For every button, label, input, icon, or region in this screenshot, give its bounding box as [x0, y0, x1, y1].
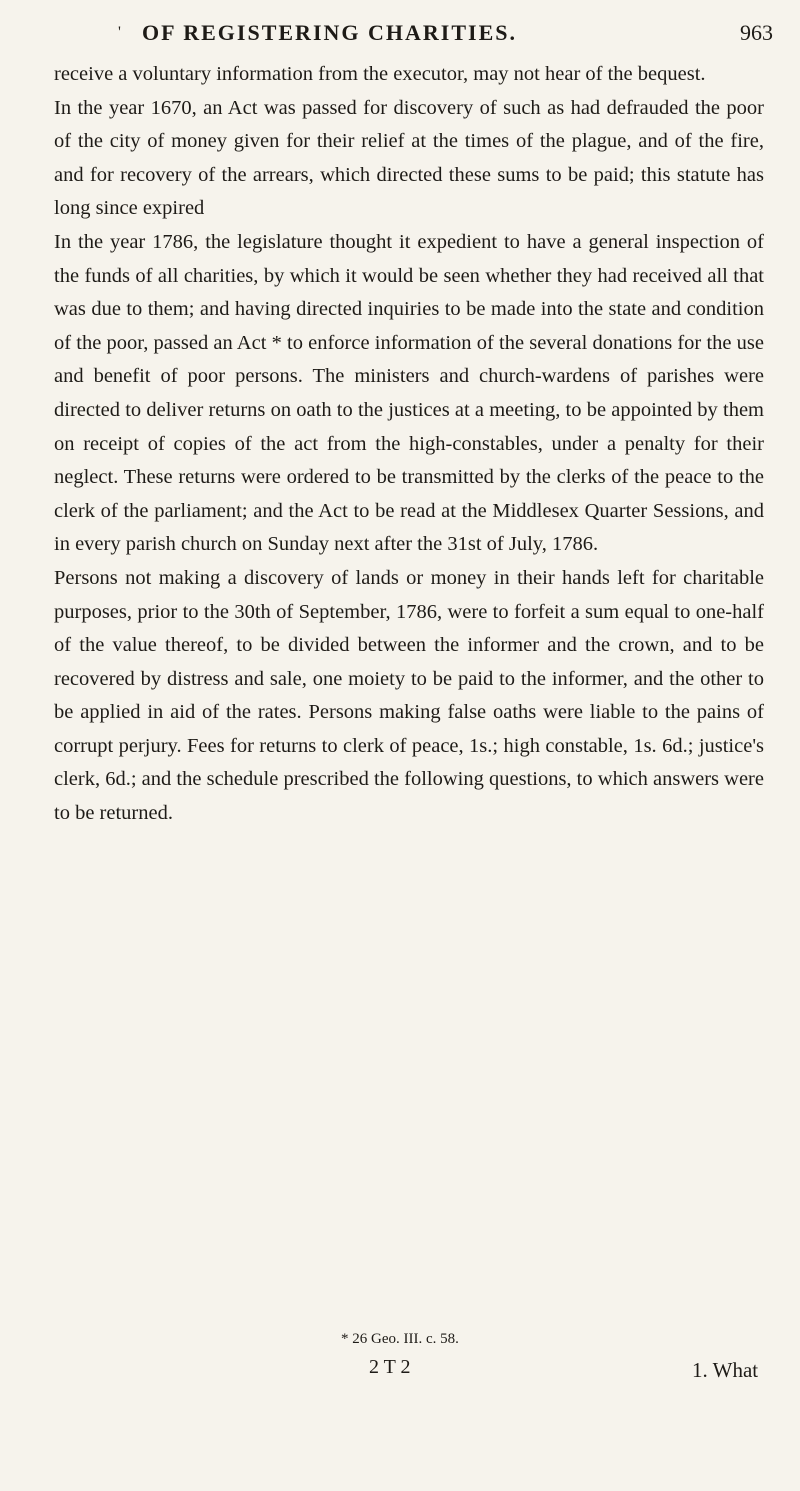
paragraph: In the year 1670, an Act was passed for discovery of such as had defrauded the poor of the city of money given for their relief at the times of the plague, and of the fire, and for recovery of the arrears, which directed these sums to be paid; this statute has long since expired: [54, 96, 764, 220]
running-header: [0, 20, 800, 50]
header-mark: ': [118, 24, 121, 41]
paragraph: Persons not making a discovery of lands or money in their hands left for charitable purposes, prior to the 30th of September, 1786, were to forfeit a sum equal to one-half of the value thereof, to be divided between the informer and the crown, and to be recovered by distress and sale, one moiety to be paid to the informer, and the other to be applied in aid of the rates. Persons making false oaths were liable to the pains of corrupt perjury. Fees for returns to clerk of peace, 1s.; high constable, 1s. 6d.; justice's clerk, 6d.; and the schedule prescribed the following questions, to which answers were to be returned.: [54, 566, 764, 825]
catchword: 1. What: [692, 1358, 759, 1382]
page-number: 963: [740, 20, 773, 45]
body-text: [54, 58, 764, 831]
signature-mark: 2 T 2: [369, 1356, 411, 1378]
footnote: * 26 Geo. III. c. 58.: [341, 1331, 459, 1347]
paragraph: In the year 1786, the legislature thought it expedient to have a general inspection of the funds of all charities, by which it would be seen whether they had received all that was due to them; and having directed inquiries to be made into the state and condition of the poor, passed an Act * to enforce information of the several donations for the use and benefit of poor persons. The ministers and church-wardens of parishes were directed to deliver returns on oath to the justices at a meeting, to be appointed by them on receipt of copies of the act from the high-constables, under a penalty for their neglect. These returns were ordered to be transmitted by the clerks of the peace to the clerk of the parliament; and the Act to be read at the Middlesex Quarter Sessions, and in every parish church on Sunday next after the 31st of July, 1786.: [54, 230, 764, 556]
paragraph: receive a voluntary information from the executor, may not hear of the bequest.: [54, 63, 706, 85]
running-title: OF REGISTERING CHARITIES.: [142, 20, 517, 45]
page-footer: [0, 1356, 800, 1386]
